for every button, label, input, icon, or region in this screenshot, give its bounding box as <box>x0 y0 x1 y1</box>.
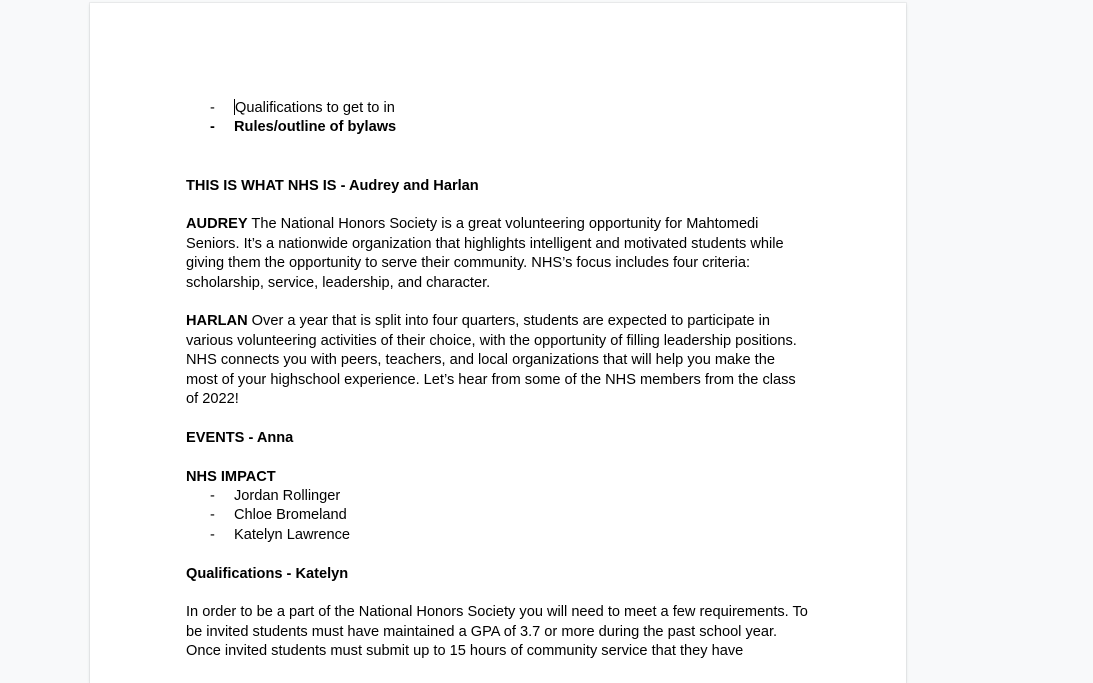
list-item <box>186 99 810 118</box>
list-item <box>186 526 810 545</box>
impact-bullet-list <box>186 487 810 545</box>
list-item <box>186 487 810 506</box>
qualifications-paragraph: In order to be a part of the National Honors Society you will need to meet a few requirements. To be invited students must have maintained a GPA of 3.7 or more during the past school year. Once invited students must submit up to 15 hours of community service that they have <box>186 604 808 660</box>
document-page[interactable] <box>90 3 906 683</box>
bullet-dash: - <box>210 507 215 524</box>
heading-what-is-nhs: THIS IS WHAT NHS IS - Audrey and Harlan <box>186 177 479 194</box>
list-item-text: Qualifications to get to in <box>235 100 395 116</box>
list-item-text: Chloe Bromeland <box>234 507 347 524</box>
document-body[interactable] <box>186 99 810 662</box>
heading-events: EVENTS - Anna <box>186 429 294 446</box>
heading-qualifications: Qualifications - Katelyn <box>186 565 349 582</box>
paragraph-text: Over a year that is split into four quarters, students are expected to participate in various volunteering activities of their choice, with the opportunity of filling leadership positions. NHS connects you with peers, teachers, and local organizations that will help you make the most of your highschool experience. Let’s hear from some of the NHS members from the class of 2022! <box>186 313 797 407</box>
harlan-paragraph <box>186 312 810 409</box>
speaker-name: AUDREY <box>186 216 248 233</box>
heading-nhs-impact: NHS IMPACT <box>186 468 276 485</box>
list-item <box>186 118 810 137</box>
bullet-dash: - <box>210 488 215 504</box>
list-item <box>186 506 810 525</box>
speaker-name: HARLAN <box>186 313 248 330</box>
bullet-dash: - <box>210 119 215 136</box>
bullet-dash: - <box>210 100 215 116</box>
list-item-text: Rules/outline of bylaws <box>234 119 397 136</box>
top-bullet-list <box>186 99 810 138</box>
audrey-paragraph <box>186 215 810 293</box>
list-item-text: Jordan Rollinger <box>234 488 341 504</box>
list-item-text: Katelyn Lawrence <box>234 526 351 543</box>
paragraph-text: The National Honors Society is a great volunteering opportunity for Mahtomedi Seniors. It’s a nationwide organization that highlights intelligent and motivated students while giving them the opportunity to serve their community. NHS’s focus includes four criteria: scholarship, service, leadership, and character. <box>186 216 784 291</box>
bullet-dash: - <box>210 526 215 543</box>
